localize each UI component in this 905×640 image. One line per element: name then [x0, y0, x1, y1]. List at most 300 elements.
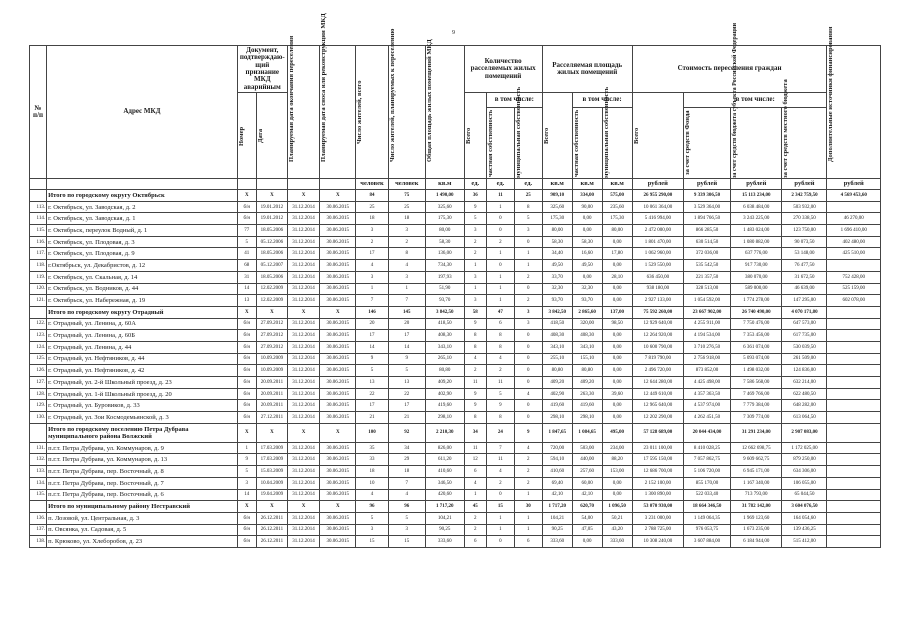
table-cell: 18: [356, 213, 388, 225]
table-cell: 0: [487, 213, 515, 225]
table-cell: 28,10: [602, 271, 632, 283]
table-cell: 525 159,00: [827, 283, 881, 295]
table-cell: 1: [356, 283, 388, 295]
row-number: [30, 306, 47, 318]
table-cell: [827, 489, 881, 501]
table-row: [30, 283, 881, 295]
col-residents-total-header: Число жителей, всего: [356, 80, 364, 144]
table-cell: 42,10: [542, 489, 572, 501]
table-cell: 515 412,00: [782, 536, 827, 548]
table-cell: 1 149 064,35: [684, 512, 731, 524]
table-cell: 2: [464, 248, 486, 260]
table-cell: 3 842,50: [542, 306, 572, 318]
table-cell: 1: [487, 248, 515, 260]
table-cell: 419,60: [426, 400, 465, 412]
table-cell: 8: [464, 412, 486, 424]
row-number: 121.: [30, 295, 47, 307]
table-cell: 14: [237, 489, 256, 501]
table-cell: 17 595 150,00: [632, 454, 683, 466]
table-cell: X: [256, 423, 287, 442]
unit-cell: человек: [388, 179, 425, 190]
table-cell: 503 932,00: [782, 201, 827, 213]
table-cell: б/н: [237, 330, 256, 342]
col-area-municipal-header: муниципальная собственность: [602, 86, 610, 178]
row-number: 138.: [30, 536, 47, 548]
table-row: [30, 330, 881, 342]
table-cell: 4 262 451,50: [684, 412, 731, 424]
table-cell: 11: [487, 377, 515, 389]
table-cell: 611,20: [426, 454, 465, 466]
row-address: г. Отрадный, ул. Нефтяников, д. 44: [47, 353, 238, 365]
table-cell: 409,20: [572, 377, 602, 389]
table-cell: 29: [388, 454, 425, 466]
table-cell: 4: [464, 477, 486, 489]
table-cell: 522 033,40: [684, 489, 731, 501]
table-cell: 0: [514, 400, 542, 412]
table-cell: 634 306,00: [782, 466, 827, 478]
table-cell: 20: [388, 318, 425, 330]
table-cell: 22: [356, 388, 388, 400]
table-cell: 30.06.2015: [320, 400, 356, 412]
table-cell: 3 243 225,00: [731, 213, 782, 225]
table-cell: 80,00: [542, 225, 572, 237]
row-number: 133.: [30, 466, 47, 478]
table-cell: 39,60: [602, 388, 632, 400]
row-address: п.г.т. Петра Дубрава, ул. Коммунаров, д. 9: [47, 442, 238, 454]
table-cell: X: [287, 501, 319, 513]
table-cell: 1: [514, 248, 542, 260]
table-cell: 9: [464, 318, 486, 330]
table-cell: 8: [464, 341, 486, 353]
row-address: Итого по городскому округу Октябрьск: [47, 190, 238, 202]
table-cell: 60,00: [572, 477, 602, 489]
row-number: 120.: [30, 283, 47, 295]
table-cell: 31.12.2014: [287, 400, 319, 412]
table-cell: 54,00: [572, 512, 602, 524]
table-cell: 265,10: [426, 353, 465, 365]
table-cell: 2 907 083,00: [782, 423, 827, 442]
table-cell: 98,50: [602, 318, 632, 330]
table-cell: 3: [514, 318, 542, 330]
table-cell: 15: [356, 536, 388, 548]
table-cell: 3 710 276,50: [684, 341, 731, 353]
table-cell: 13: [388, 377, 425, 389]
table-cell: 31.12.2014: [287, 365, 319, 377]
table-cell: 1 894 766,50: [684, 213, 731, 225]
table-cell: 7: [388, 477, 425, 489]
table-row: [30, 489, 881, 501]
table-cell: 11: [464, 442, 486, 454]
table-cell: 9: [464, 201, 486, 213]
table-cell: 80,80: [426, 365, 465, 377]
table-cell: [827, 512, 881, 524]
table-cell: 31.12.2014: [287, 353, 319, 365]
table-cell: 343,10: [572, 341, 602, 353]
table-cell: 30.06.2015: [320, 524, 356, 536]
table-cell: 5: [237, 236, 256, 248]
table-cell: 12 929 640,00: [632, 318, 683, 330]
table-cell: 630 514,50: [684, 236, 731, 248]
table-cell: 31.12.2014: [287, 536, 319, 548]
table-cell: [827, 423, 881, 442]
table-cell: 5: [388, 365, 425, 377]
table-cell: 53 148,00: [782, 248, 827, 260]
table-cell: 17,80: [602, 248, 632, 260]
table-cell: 124 836,00: [782, 365, 827, 377]
table-cell: б/н: [237, 512, 256, 524]
table-cell: 30.06.2015: [320, 477, 356, 489]
table-cell: 31.12.2014: [287, 213, 319, 225]
table-cell: 4: [487, 353, 515, 365]
table-cell: 5: [388, 512, 425, 524]
table-row: [30, 477, 881, 489]
table-cell: 2: [514, 477, 542, 489]
table-cell: 30.06.2015: [320, 466, 356, 478]
table-cell: 1 080 882,00: [731, 236, 782, 248]
col-planned-end-header: Планируемая дата окончания переселения: [287, 35, 295, 162]
table-cell: 648 282,00: [782, 400, 827, 412]
table-row: [30, 271, 881, 283]
table-cell: 18.05.2006: [256, 248, 287, 260]
table-cell: 05.12.2006: [256, 236, 287, 248]
col-residents-planned-header: Число жителей, планируемых к переселению: [388, 28, 396, 162]
table-cell: 100: [356, 423, 388, 442]
table-cell: 31.12.2014: [287, 454, 319, 466]
table-row: [30, 466, 881, 478]
table-cell: 4 070 171,80: [782, 306, 827, 318]
col-premises-municipal-header: муниципальная собственность: [514, 86, 522, 178]
table-cell: 866 285,50: [684, 225, 731, 237]
row-address: г. Отрадный, ул. Ленина, д. 60А: [47, 318, 238, 330]
table-cell: 80,80: [572, 365, 602, 377]
table-cell: 18: [388, 213, 425, 225]
table-cell: 80,00: [426, 225, 465, 237]
table-cell: [827, 330, 881, 342]
table-cell: 26.12.2011: [256, 524, 287, 536]
table-cell: 47: [487, 306, 515, 318]
table-body: [30, 190, 881, 548]
table-cell: 6: [487, 318, 515, 330]
table-cell: 9 339 306,50: [684, 190, 731, 202]
col-cost-incl-header: в том числе:: [684, 93, 827, 108]
table-cell: 175,30: [602, 213, 632, 225]
table-cell: 637 776,00: [731, 248, 782, 260]
table-cell: 11: [487, 190, 515, 202]
table-cell: б/н: [237, 377, 256, 389]
table-cell: 3: [464, 225, 486, 237]
table-cell: 35: [356, 442, 388, 454]
table-cell: 4 194 534,00: [684, 330, 731, 342]
table-row: [30, 260, 881, 272]
table-cell: 0: [487, 536, 515, 548]
unit-cell: рублей: [684, 179, 731, 190]
table-cell: 53 070 930,00: [632, 501, 683, 513]
table-cell: 145: [388, 306, 425, 318]
table-row: [30, 524, 881, 536]
table-cell: 21: [356, 412, 388, 424]
row-address: Итого по городскому округу Отрадный: [47, 306, 238, 318]
table-cell: 346,50: [426, 477, 465, 489]
unit-cell: рублей: [827, 179, 881, 190]
table-cell: 2: [487, 236, 515, 248]
col-total-area-header: Общая площадь жилых помещений МКД: [426, 39, 434, 162]
table-cell: 328 513,00: [684, 283, 731, 295]
table-cell: 30.06.2015: [320, 341, 356, 353]
table-cell: 2: [464, 365, 486, 377]
table-cell: 96: [388, 501, 425, 513]
table-cell: 93,70: [542, 295, 572, 307]
row-number: 117.: [30, 248, 47, 260]
table-cell: 30.06.2015: [320, 353, 356, 365]
table-row: [30, 412, 881, 424]
table-cell: 24: [487, 423, 515, 442]
table-cell: 10: [356, 477, 388, 489]
table-cell: 9 609 662,75: [731, 454, 782, 466]
table-cell: 334,00: [572, 190, 602, 202]
table-cell: 30.06.2015: [320, 295, 356, 307]
table-cell: 5 416 994,00: [632, 213, 683, 225]
table-cell: 23 011 100,00: [632, 442, 683, 454]
table-cell: 1 172 025,00: [782, 442, 827, 454]
table-cell: 34: [464, 423, 486, 442]
table-cell: 1: [487, 283, 515, 295]
table-cell: 18: [356, 466, 388, 478]
table-cell: б/н: [237, 400, 256, 412]
table-cell: 31.12.2014: [287, 477, 319, 489]
table-cell: б/н: [237, 524, 256, 536]
table-cell: 1 529 550,00: [632, 260, 683, 272]
row-address: г. Октябрьск, ул. Скальная, д. 14: [47, 271, 238, 283]
table-cell: 1: [487, 512, 515, 524]
table-cell: 879 250,00: [782, 454, 827, 466]
table-cell: 734,30: [426, 260, 465, 272]
table-cell: 49,50: [572, 260, 602, 272]
table-cell: 530 039,50: [782, 341, 827, 353]
table-cell: 21: [388, 412, 425, 424]
table-cell: 1: [514, 512, 542, 524]
row-address: г. Октябрьск, ул. Плодовая, д. 3: [47, 236, 238, 248]
table-cell: 4: [356, 489, 388, 501]
table-cell: 30.06.2015: [320, 201, 356, 213]
page-number: 9: [452, 30, 455, 36]
table-cell: 535 542,50: [684, 260, 731, 272]
table-cell: 0,00: [602, 489, 632, 501]
table-cell: 11: [487, 454, 515, 466]
table-cell: 10 600 790,00: [632, 341, 683, 353]
table-row: [30, 318, 881, 330]
table-cell: 31.12.2014: [287, 236, 319, 248]
table-cell: 3: [388, 225, 425, 237]
unit-cell: рублей: [782, 179, 827, 190]
table-cell: [827, 341, 881, 353]
table-cell: 9: [388, 353, 425, 365]
table-cell: 298,10: [572, 412, 602, 424]
table-cell: 30.06.2015: [320, 536, 356, 548]
table-cell: 4 255 911,00: [684, 318, 731, 330]
table-cell: 0,00: [602, 477, 632, 489]
table-cell: 622 480,50: [782, 388, 827, 400]
table-cell: 419,60: [542, 400, 572, 412]
row-number: 114.: [30, 213, 47, 225]
table-cell: 10.04.2009: [256, 477, 287, 489]
row-address: г. Отрадный, ул. 1-й Школьный проезд, д. 20: [47, 388, 238, 400]
table-cell: 4: [514, 442, 542, 454]
table-cell: 13: [237, 295, 256, 307]
table-cell: 17: [356, 400, 388, 412]
table-cell: 1: [237, 442, 256, 454]
table-cell: 50,21: [602, 512, 632, 524]
table-cell: 617 735,00: [782, 330, 827, 342]
table-cell: 31.12.2014: [287, 377, 319, 389]
table-cell: [827, 365, 881, 377]
row-number: 122.: [30, 318, 47, 330]
table-cell: 84: [356, 190, 388, 202]
table-cell: X: [320, 423, 356, 442]
table-cell: 3 604 076,50: [782, 501, 827, 513]
table-row: [30, 353, 881, 365]
table-cell: [827, 353, 881, 365]
table-cell: 261 509,00: [782, 353, 827, 365]
table-cell: 153,00: [602, 466, 632, 478]
table-cell: 33: [356, 454, 388, 466]
row-number: 132.: [30, 454, 47, 466]
table-cell: 3: [237, 477, 256, 489]
table-cell: 418,50: [542, 318, 572, 330]
table-cell: 9: [464, 400, 486, 412]
table-cell: 0,00: [602, 283, 632, 295]
table-cell: 234,00: [602, 442, 632, 454]
table-cell: [827, 306, 881, 318]
table-cell: [827, 454, 881, 466]
table-cell: 620,70: [572, 501, 602, 513]
table-cell: 75: [388, 190, 425, 202]
table-cell: 30.06.2015: [320, 412, 356, 424]
table-cell: 1: [487, 201, 515, 213]
table-cell: 1 969 123,60: [731, 512, 782, 524]
table-cell: 31.12.2014: [287, 283, 319, 295]
table-cell: 0,00: [572, 536, 602, 548]
table-cell: 0: [514, 365, 542, 377]
table-cell: 12 686 700,00: [632, 466, 683, 478]
table-cell: 0,00: [572, 271, 602, 283]
table-cell: 31.12.2014: [287, 466, 319, 478]
table-cell: 1: [514, 524, 542, 536]
table-cell: 938 180,00: [632, 283, 683, 295]
row-address: Итого по муниципальному району Нестравский: [47, 501, 238, 513]
table-cell: X: [237, 306, 256, 318]
table-cell: 270 338,50: [782, 213, 827, 225]
unit-cell: кв.м: [542, 179, 572, 190]
table-cell: 197,93: [426, 271, 465, 283]
table-cell: 8: [487, 330, 515, 342]
table-cell: 90 073,50: [782, 236, 827, 248]
table-cell: 408,30: [426, 330, 465, 342]
table-cell: 15: [487, 501, 515, 513]
table-cell: 4: [487, 466, 515, 478]
table-cell: 6 038 484,00: [731, 201, 782, 213]
table-cell: 75 592 260,00: [632, 306, 683, 318]
table-cell: б/н: [237, 365, 256, 377]
table-cell: 0: [514, 341, 542, 353]
table-cell: 136,00: [426, 248, 465, 260]
subtotal-row: [30, 306, 881, 318]
table-cell: 3: [514, 306, 542, 318]
row-address: г. Октябрьск, ул. Заводская, д. 2: [47, 201, 238, 213]
table-cell: 632 214,00: [782, 377, 827, 389]
table-cell: 7 057 862,75: [684, 454, 731, 466]
table-cell: б/н: [237, 318, 256, 330]
table-cell: 31.12.2014: [287, 330, 319, 342]
table-cell: 503,00: [572, 442, 602, 454]
table-cell: 104,21: [426, 512, 465, 524]
table-cell: X: [320, 306, 356, 318]
table-cell: 139 436,25: [782, 524, 827, 536]
row-number: 119.: [30, 271, 47, 283]
table-cell: 3: [464, 295, 486, 307]
table-cell: 372 036,00: [684, 248, 731, 260]
row-address: п.г.т. Петра Дубрава, пер. Восточный, д. 8: [47, 466, 238, 478]
table-cell: 0: [514, 330, 542, 342]
col-document-header: Документ, подтверждаю-щий признание МКД аварийным: [237, 46, 287, 93]
table-cell: [827, 388, 881, 400]
table-cell: 1: [514, 489, 542, 501]
table-cell: 47,05: [572, 524, 602, 536]
table-cell: 594,10: [542, 454, 572, 466]
table-cell: 14: [356, 341, 388, 353]
table-cell: 30.06.2015: [320, 377, 356, 389]
table-cell: 3: [388, 271, 425, 283]
table-cell: 10.09.2009: [256, 365, 287, 377]
table-row: [30, 295, 881, 307]
table-cell: X: [256, 306, 287, 318]
table-cell: 647 573,00: [782, 318, 827, 330]
row-address: п. Овсянка, ул. Садовая, д. 5: [47, 524, 238, 536]
table-cell: 14: [237, 283, 256, 295]
row-number: 115.: [30, 225, 47, 237]
table-cell: 31.12.2014: [287, 295, 319, 307]
table-cell: 419,60: [572, 400, 602, 412]
table-cell: 57 128 689,00: [632, 423, 683, 442]
table-cell: 3 607 884,00: [684, 536, 731, 548]
row-address: г. Октябрьск, ул. Водников, д. 44: [47, 283, 238, 295]
table-cell: 137,00: [602, 306, 632, 318]
table-row: [30, 512, 881, 524]
table-cell: 7 469 766,00: [731, 388, 782, 400]
table-row: [30, 213, 881, 225]
table-cell: 343,10: [426, 341, 465, 353]
table-cell: 46 270,00: [827, 213, 881, 225]
col-cost-header: Стоимость переселения граждан: [632, 46, 827, 93]
table-cell: 4 425 498,00: [684, 377, 731, 389]
table-cell: 1 096,50: [602, 501, 632, 513]
table-cell: 1 084,65: [572, 423, 602, 442]
table-cell: [827, 400, 881, 412]
table-cell: 5 093 074,00: [731, 353, 782, 365]
table-cell: 2: [487, 365, 515, 377]
table-cell: 10.09.2009: [256, 353, 287, 365]
table-cell: 12: [464, 454, 486, 466]
table-cell: 257,60: [572, 466, 602, 478]
units-row: [30, 179, 881, 190]
table-cell: 58,30: [426, 236, 465, 248]
table-cell: 90,25: [426, 524, 465, 536]
table-cell: 19.01.2012: [256, 201, 287, 213]
table-cell: 17: [356, 330, 388, 342]
table-cell: 0,00: [602, 400, 632, 412]
table-cell: 15.03.2009: [256, 466, 287, 478]
table-row: [30, 236, 881, 248]
col-premises-incl-header: в том числе:: [487, 93, 543, 108]
